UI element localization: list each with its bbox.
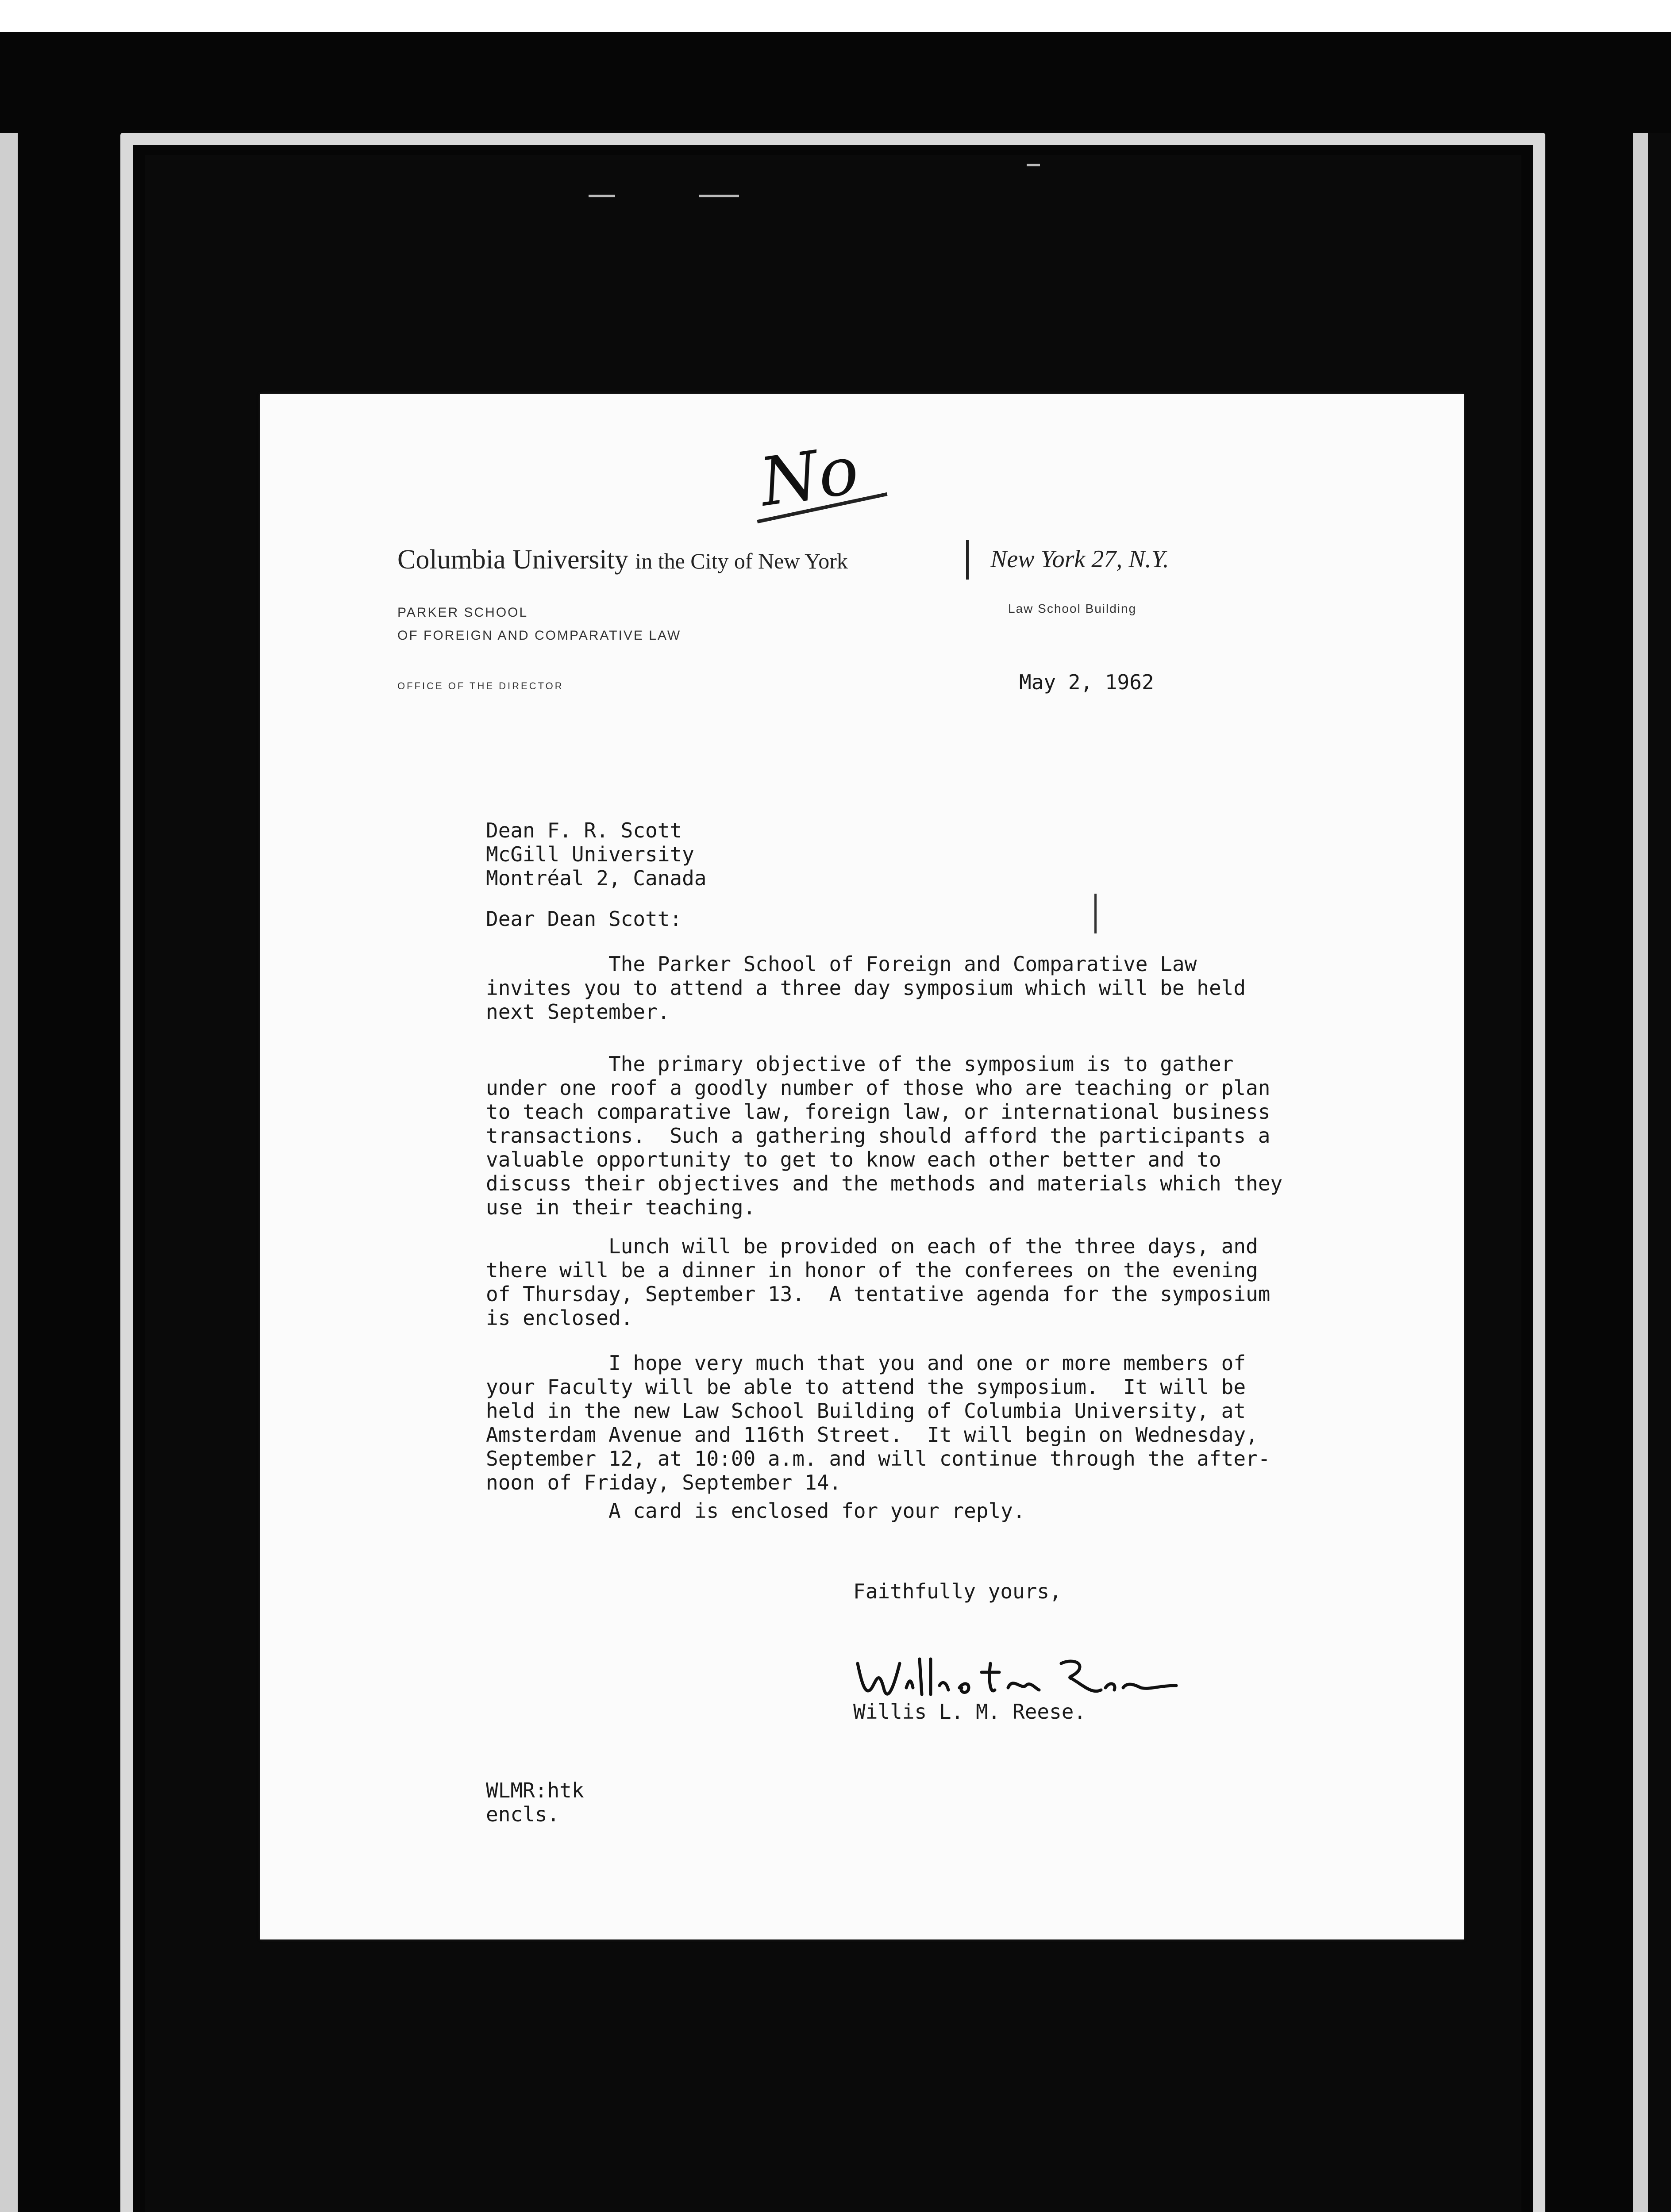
handwritten-note: No xyxy=(755,431,863,522)
letterhead-office: OFFICE OF THE DIRECTOR xyxy=(397,680,564,691)
paragraph-4: I hope very much that you and one or more members of your Faculty will be able to attend the symposium. It will be held in the new Law School Building of Columbia University, at Amsterdam Avenue and 116th Street. It will begin on Wednesday, September 12, at 10:00 a.m. and will continue through the after- noon of Friday, September 14. xyxy=(486,1351,1271,1494)
letter-date: May 2, 1962 xyxy=(1019,670,1154,694)
film-speck xyxy=(699,195,739,197)
university-city-phrase: in the City of New York xyxy=(635,549,848,573)
recipient-address xyxy=(486,818,707,890)
complimentary-closing: Faithfully yours, xyxy=(853,1579,1062,1603)
letterhead-city: New York 27, N.Y. xyxy=(990,545,1169,573)
adjacent-frame-edge-left xyxy=(0,133,18,2212)
letterhead-school-line2: OF FOREIGN AND COMPARATIVE LAW xyxy=(397,628,681,643)
adjacent-frame-edge-right xyxy=(1633,133,1648,2212)
address-line-1: Dean F. R. Scott xyxy=(486,818,682,842)
letterhead-divider xyxy=(966,540,969,580)
salutation: Dear Dean Scott: xyxy=(486,907,682,931)
letter-page xyxy=(260,394,1464,1939)
letterhead-university xyxy=(397,544,848,576)
adjacent-frame-dark xyxy=(1648,133,1671,2212)
paragraph-1: The Parker School of Foreign and Comparative Law invites you to attend a three day symposium which will be held next September. xyxy=(486,952,1246,1024)
paragraph-3: Lunch will be provided on each of the three days, and there will be a dinner in honor of the conferees on the evening of Thursday, September 13. A tentative agenda for the symposium is enclosed. xyxy=(486,1234,1271,1330)
university-name: Columbia University xyxy=(397,545,628,575)
pen-mark xyxy=(1094,894,1097,933)
signer-name: Willis L. M. Reese. xyxy=(853,1700,1086,1724)
handwritten-signature xyxy=(849,1646,1185,1708)
reference-initials: WLMR:htk encls. xyxy=(486,1778,584,1826)
address-line-2: McGill University xyxy=(486,842,694,866)
film-speck xyxy=(1027,164,1040,166)
paragraph-5: A card is enclosed for your reply. xyxy=(486,1499,1025,1523)
film-speck xyxy=(589,195,615,197)
paragraph-2: The primary objective of the symposium is to gather under one roof a goodly number of those who are teaching or plan to teach comparative law, foreign law, or international business transactions. Such a gathering should afford the participants a valuable opportunity to get to know each other better and to discuss their objectives and the methods and materials which they use in their teaching. xyxy=(486,1052,1283,1219)
letterhead-building: Law School Building xyxy=(1008,602,1137,615)
letterhead-school-line1: PARKER SCHOOL xyxy=(397,605,528,620)
address-line-3: Montréal 2, Canada xyxy=(486,866,707,890)
